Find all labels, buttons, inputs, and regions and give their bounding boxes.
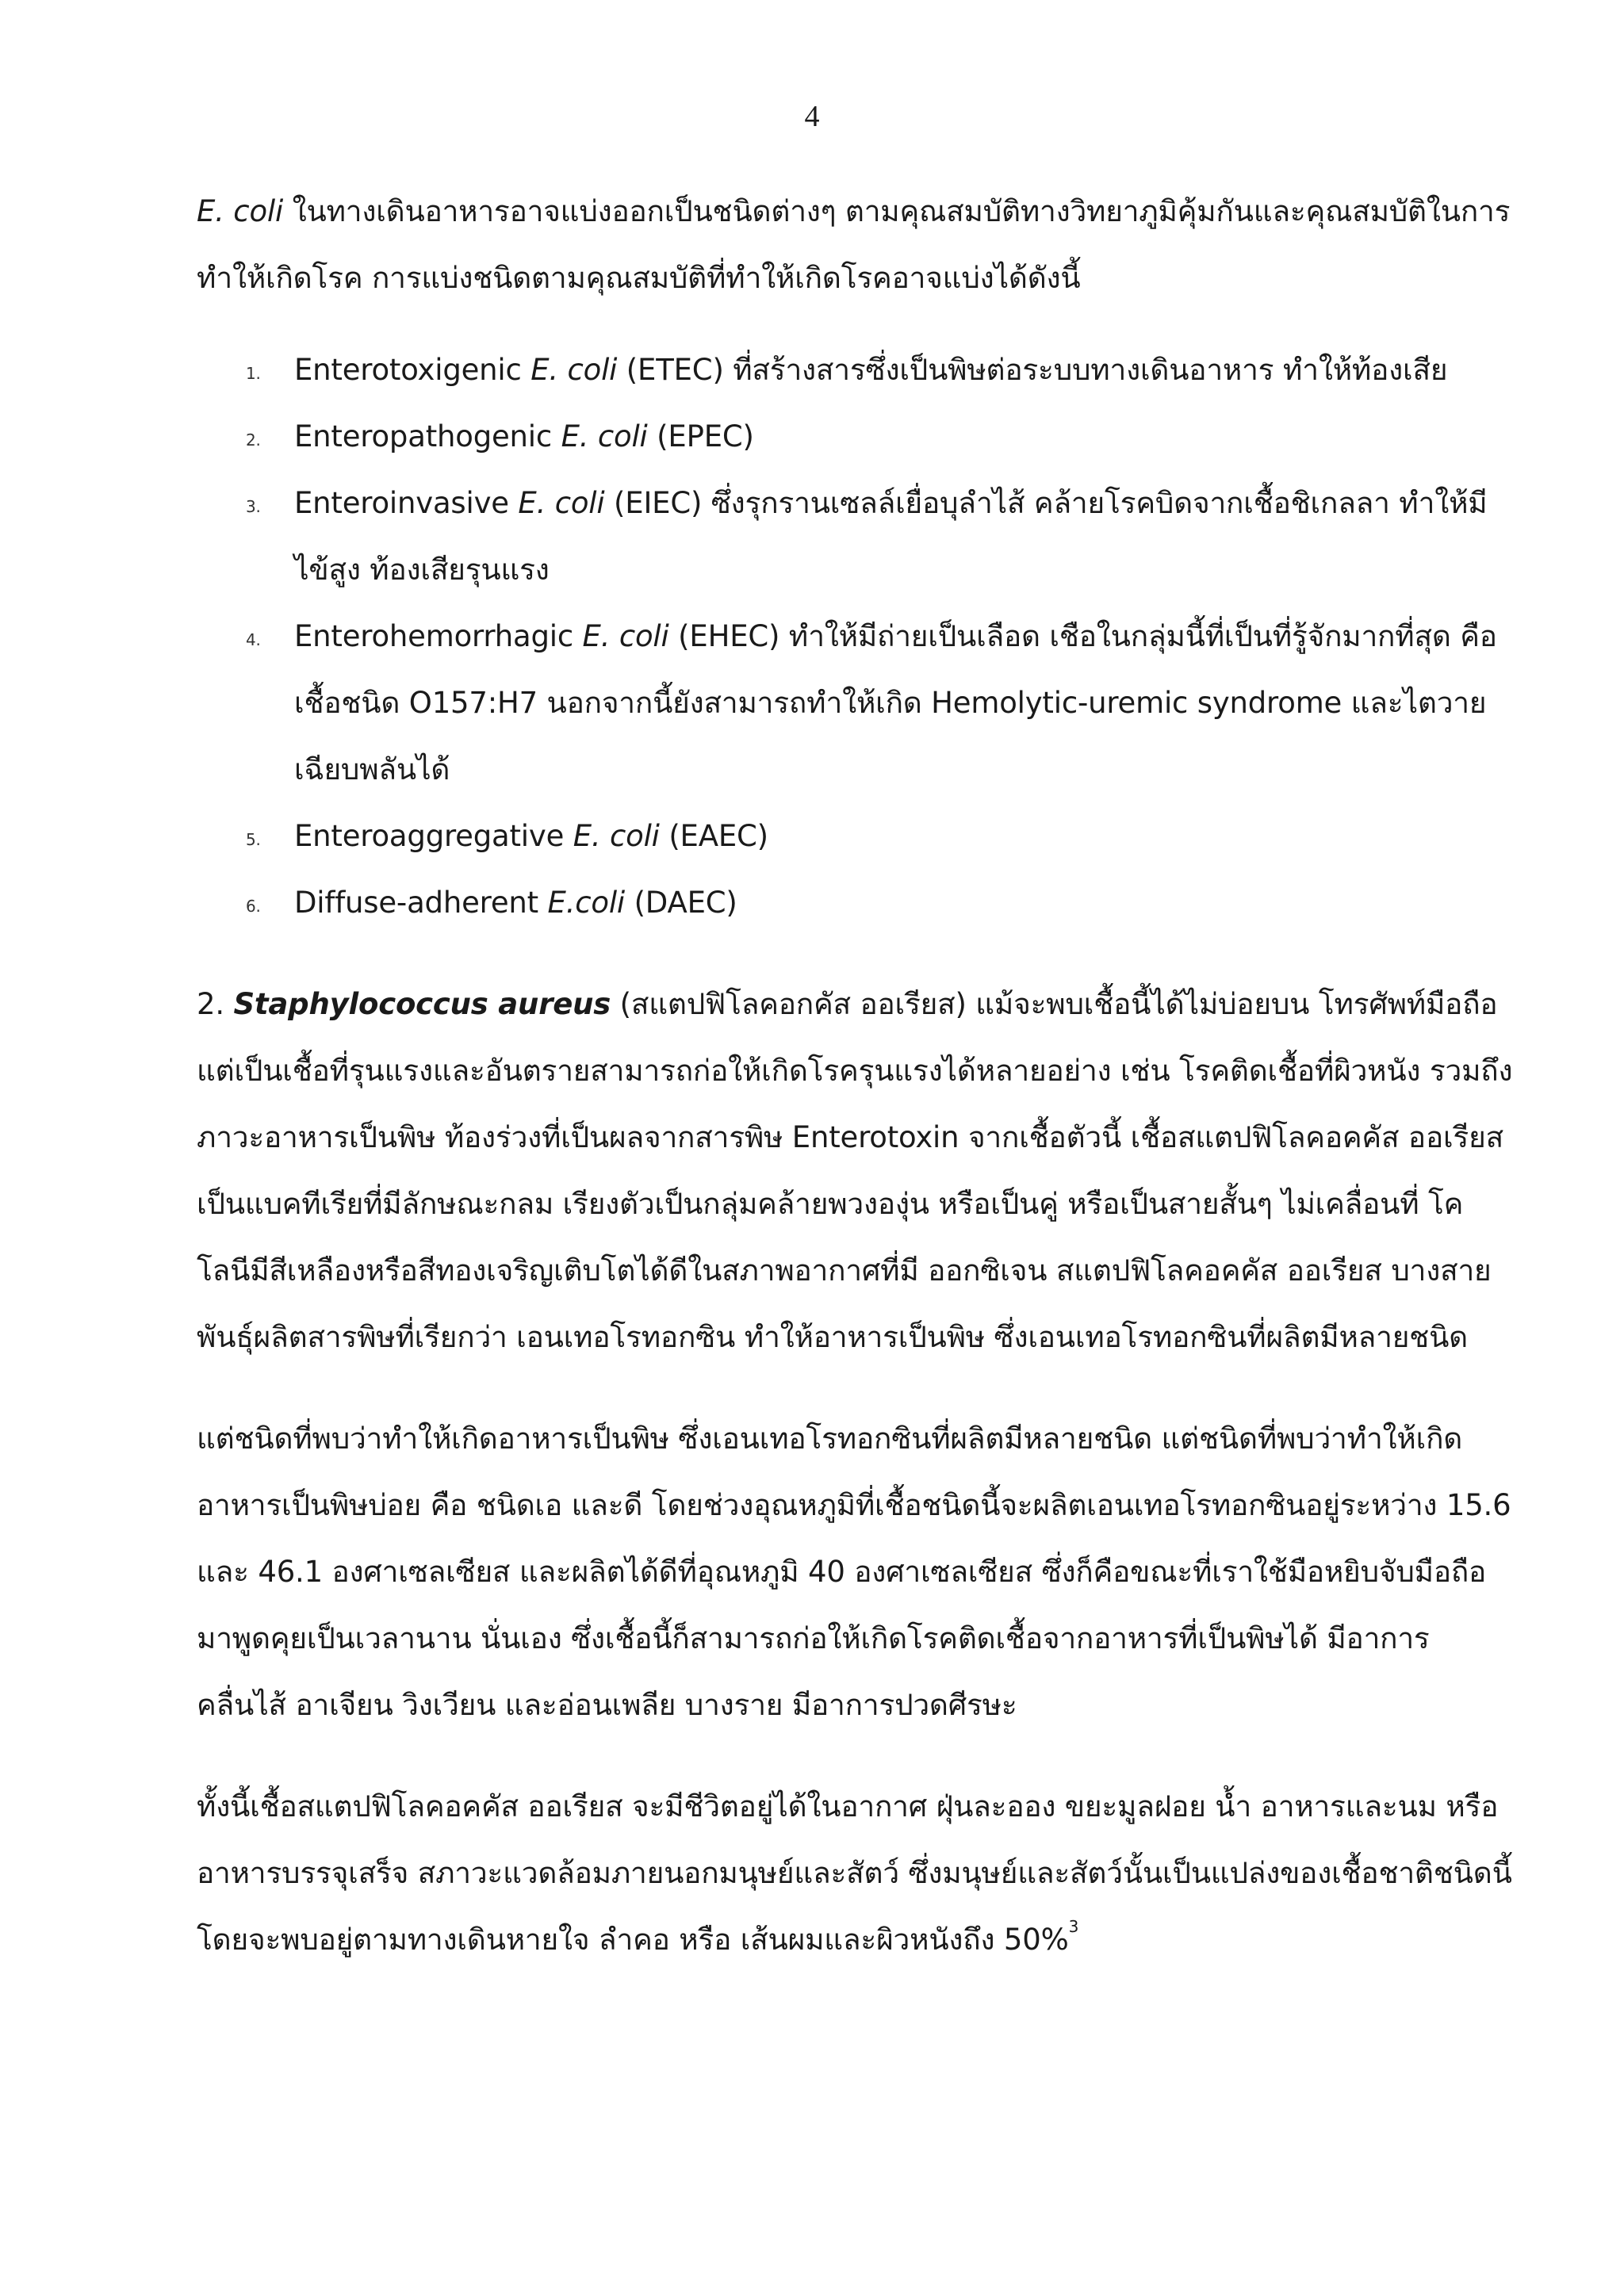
list-item (197, 803, 1513, 870)
species-name: E. coli (573, 819, 660, 853)
list-item (197, 603, 1513, 803)
list-number: 6. (246, 897, 261, 916)
species-name: E. coli (518, 486, 605, 520)
toxin-paragraph: แต่ชนิดที่พบว่าทำให้เกิดอาหารเป็นพิษ ซึ่งเอนเทอโรทอกซินที่ผลิตมีหลายชนิด แต่ชนิดที่พบว่าทำให้เกิดอาหารเป็นพิษบ่อย คือ ชนิดเอ และดี โดยช่วงอุณหภูมิที่เชื้อชนิดนี้จะผลิตเอนเทอโรทอกซินอยู่ระหว่าง 15.6 และ 46.1 องศาเซลเซียส และผลิตได้ดีที่อุณหภูมิ 40 องศาเซลเซียส ซึ่งก็คือขณะที่เราใช้มือหยิบจับมือถือมาพูดคุยเป็นเวลานาน นั่นเอง ซึ่งเชื้อนี้ก็สามารถก่อให้เกิดโรคติดเชื้อจากอาหารที่เป็นพิษได้ มีอาการ คลื่นไส้ อาเจียน วิงเวียน และอ่อนเพลีย บางราย มีอาการปวดศีรษะ (197, 1422, 1511, 1722)
staph-text: (สแตปฟิโลคอกคัส ออเรียส) แม้จะพบเชื้อนี้ได้ไม่บ่อยบน โทรศัพท์มือถือ แต่เป็นเชื้อที่รุนแรงและอันตรายสามารถก่อให้เกิดโรครุนแรงได้หลายอย่าง เช่น โรคติดเชื้อที่ผิวหนัง รวมถึงภาวะอาหารเป็นพิษ ท้องร่วงที่เป็นผลจากสารพิษ Enterotoxin จากเชื้อตัวนี้ เชื้อสแตปฟิโลคอคคัส ออเรียส เป็นแบคทีเรียที่มีลักษณะกลม เรียงตัวเป็นกลุ่มคล้ายพวงองุ่น หรือเป็นคู่ หรือเป็นสายสั้นๆ ไม่เคลื่อนที่ โคโลนีมีสีเหลืองหรือสีทองเจริญเติบโตได้ดีในสภาพอากาศที่มี ออกซิเจน สแตปฟิโลคอคคัส ออเรียส บางสายพันธุ์ผลิตสารพิษที่เรียกว่า เอนเทอโรทอกซิน ทำให้อาหารเป็นพิษ ซึ่งเอนเทอโรทอกซินที่ผลิตมีหลายชนิด (197, 987, 1513, 1354)
type-description: (DAEC) (625, 886, 737, 920)
staph-paragraph (197, 971, 1513, 1371)
species-name: E. coli (197, 194, 284, 228)
type-description: (EPEC) (647, 419, 754, 453)
list-number: 3. (246, 497, 261, 516)
list-number: 1. (246, 364, 261, 383)
type-description: (EAEC) (659, 819, 768, 853)
type-name: Enteroinvasive (294, 486, 519, 520)
type-description: (EIEC) ซึ่งรุกรานเซลล์เยื่อบุลำไส้ คล้ายโรคบิดจากเชื้อชิเกลลา ทำให้มีไข้สูง ท้องเสียรุนแรง (294, 486, 1488, 587)
list-number: 5. (246, 830, 261, 849)
type-description: (ETEC) ที่สร้างสารซึ่งเป็นพิษต่อระบบทางเดินอาหาร ทำให้ท้องเสีย (617, 353, 1448, 387)
list-item (197, 404, 1513, 470)
list-item (197, 470, 1513, 603)
list-number: 4. (246, 630, 261, 649)
species-name: E. coli (530, 353, 618, 387)
habitat-paragraph (197, 1774, 1513, 1973)
page-number: 4 (804, 100, 820, 133)
species-name: E. coli (561, 419, 648, 453)
page-content (197, 178, 1513, 1973)
list-number: 2. (246, 430, 261, 450)
type-name: Diffuse-adherent (294, 886, 548, 920)
section-number: 2. (197, 987, 234, 1021)
intro-paragraph (197, 178, 1513, 312)
list-item (197, 870, 1513, 936)
type-name: Enterohemorrhagic (294, 619, 583, 653)
type-name: Enterotoxigenic (294, 353, 531, 387)
list-item (197, 337, 1513, 404)
ecoli-type-list (197, 337, 1513, 936)
species-name: E. coli (582, 619, 669, 653)
footnote-ref[interactable]: 3 (1068, 1917, 1079, 1936)
intro-text: ในทางเดินอาหารอาจแบ่งออกเป็นชนิดต่างๆ ตามคุณสมบัติทางวิทยาภูมิคุ้มกันและคุณสมบัติในการทำให้เกิดโรค การแบ่งชนิดตามคุณสมบัติที่ทำให้เกิดโรคอาจแบ่งได้ดังนี้ (197, 194, 1511, 295)
species-name: E.coli (547, 886, 626, 920)
type-description: (EHEC) ทำให้มีถ่ายเป็นเลือด เชือในกลุ่มนี้ที่เป็นที่รู้จักมากที่สุด คือเชื้อชนิด O157:H7 นอกจากนี้ยังสามารถทำให้เกิด Hemolytic-uremic syndrome และไตวายเฉียบพลันได้ (294, 619, 1497, 786)
type-name: Enteropathogenic (294, 419, 561, 453)
habitat-text: ทั้งนี้เชื้อสแตปฟิโลคอคคัส ออเรียส จะมีชีวิตอยู่ได้ในอากาศ ฝุ่นละออง ขยะมูลฝอย น้ำ อาหารและนม หรืออาหารบรรจุเสร็จ สภาวะแวดล้อมภายนอกมนุษย์และสัตว์ ซึ่งมนุษย์และสัตว์นั้นเป็นแปล่งของเชื้อชาติชนิดนี้โดยจะพบอยู่ตามทางเดินหายใจ ลำคอ หรือ เส้นผมและผิวหนังถึง 50% (197, 1789, 1512, 1957)
type-name: Enteroaggregative (294, 819, 573, 853)
species-name: Staphylococcus aureus (233, 987, 611, 1021)
